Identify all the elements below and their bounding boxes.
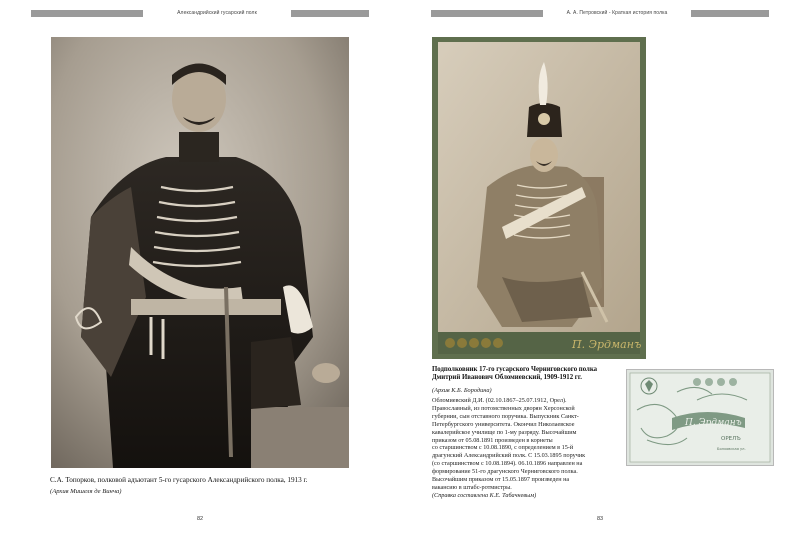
card-studio-signature: П. Эрдманъ <box>572 338 642 351</box>
bio-line: Православный, из потомственных дворян Херсонской <box>432 404 575 412</box>
bio-line: вакансию в штабс-ротмистры. <box>432 483 512 491</box>
right-photo-caption-line1: Подполковник 17-го гусарского Черниговского полка <box>432 366 598 373</box>
card-reverse-image <box>627 370 773 465</box>
toporkov-portrait-photo <box>51 37 349 468</box>
bio-line: драгунский Александрийский полк. С 15.03.1895 поручик <box>432 452 586 460</box>
bio-line: (со старшинством с 10.08.1894). 06.10.1896 направлен на <box>432 460 583 468</box>
oblomievsky-cabinet-card <box>432 37 646 359</box>
right-page-number: 83 <box>597 516 604 522</box>
card-reverse-studio: П. Эрдманъ <box>685 418 742 428</box>
bio-line: кавалерийское училище по 1-му разряду. Высочайшим <box>432 428 577 436</box>
bio-note: (Справка составлена К.Е. Табачневым) <box>432 491 537 499</box>
bio-line: Высочайшим приказом от 15.05.1897 произведен на <box>432 476 570 484</box>
left-photo-archive-credit: (Архив Мишеля де Винча) <box>50 488 122 495</box>
left-header-bar <box>31 10 369 17</box>
card-reverse-street: Болховская ул. <box>717 447 746 451</box>
bio-line: Петербургского университета. Окончил Николаевское <box>432 420 575 428</box>
left-header-title: Александрийский гусарский полк <box>143 10 291 17</box>
bio-line: формирование 51-го драгунского Черниговского полка. <box>432 468 578 476</box>
oblomievsky-biography <box>432 397 654 500</box>
right-page <box>400 0 800 533</box>
oblomievsky-portrait-image <box>432 37 646 359</box>
left-photo-caption: С.А. Топорков, полковой адъютант 5-го гусарского Александрийского полка, 1913 г. <box>50 476 308 484</box>
right-photo-caption-line2: Дмитрий Иванович Обломиевский, 1909-1912 гг. <box>432 374 582 381</box>
bio-line: губернии, сын отставного поручика. Выпускник Санкт- <box>432 412 579 420</box>
cabinet-card-reverse <box>626 369 774 466</box>
left-page-number: 82 <box>197 516 204 522</box>
bio-line: приказом от 05.08.1891 произведен в корнеты <box>432 436 553 444</box>
right-photo-archive-credit: (Архив К.Б. Бородина) <box>432 387 492 394</box>
bio-line: со старшинством с 10.08.1890, с определением в 15-й <box>432 444 574 452</box>
card-reverse-city: ОРЕЛЪ <box>721 436 741 442</box>
right-header-bar <box>431 10 769 17</box>
bio-line: Обломиевский Д.И. (02.10.1867–25.07.1912, Орел). <box>432 397 567 404</box>
toporkov-portrait-image <box>51 37 349 468</box>
right-header-title: А. А. Петровский - Краткая история полка <box>543 10 691 17</box>
